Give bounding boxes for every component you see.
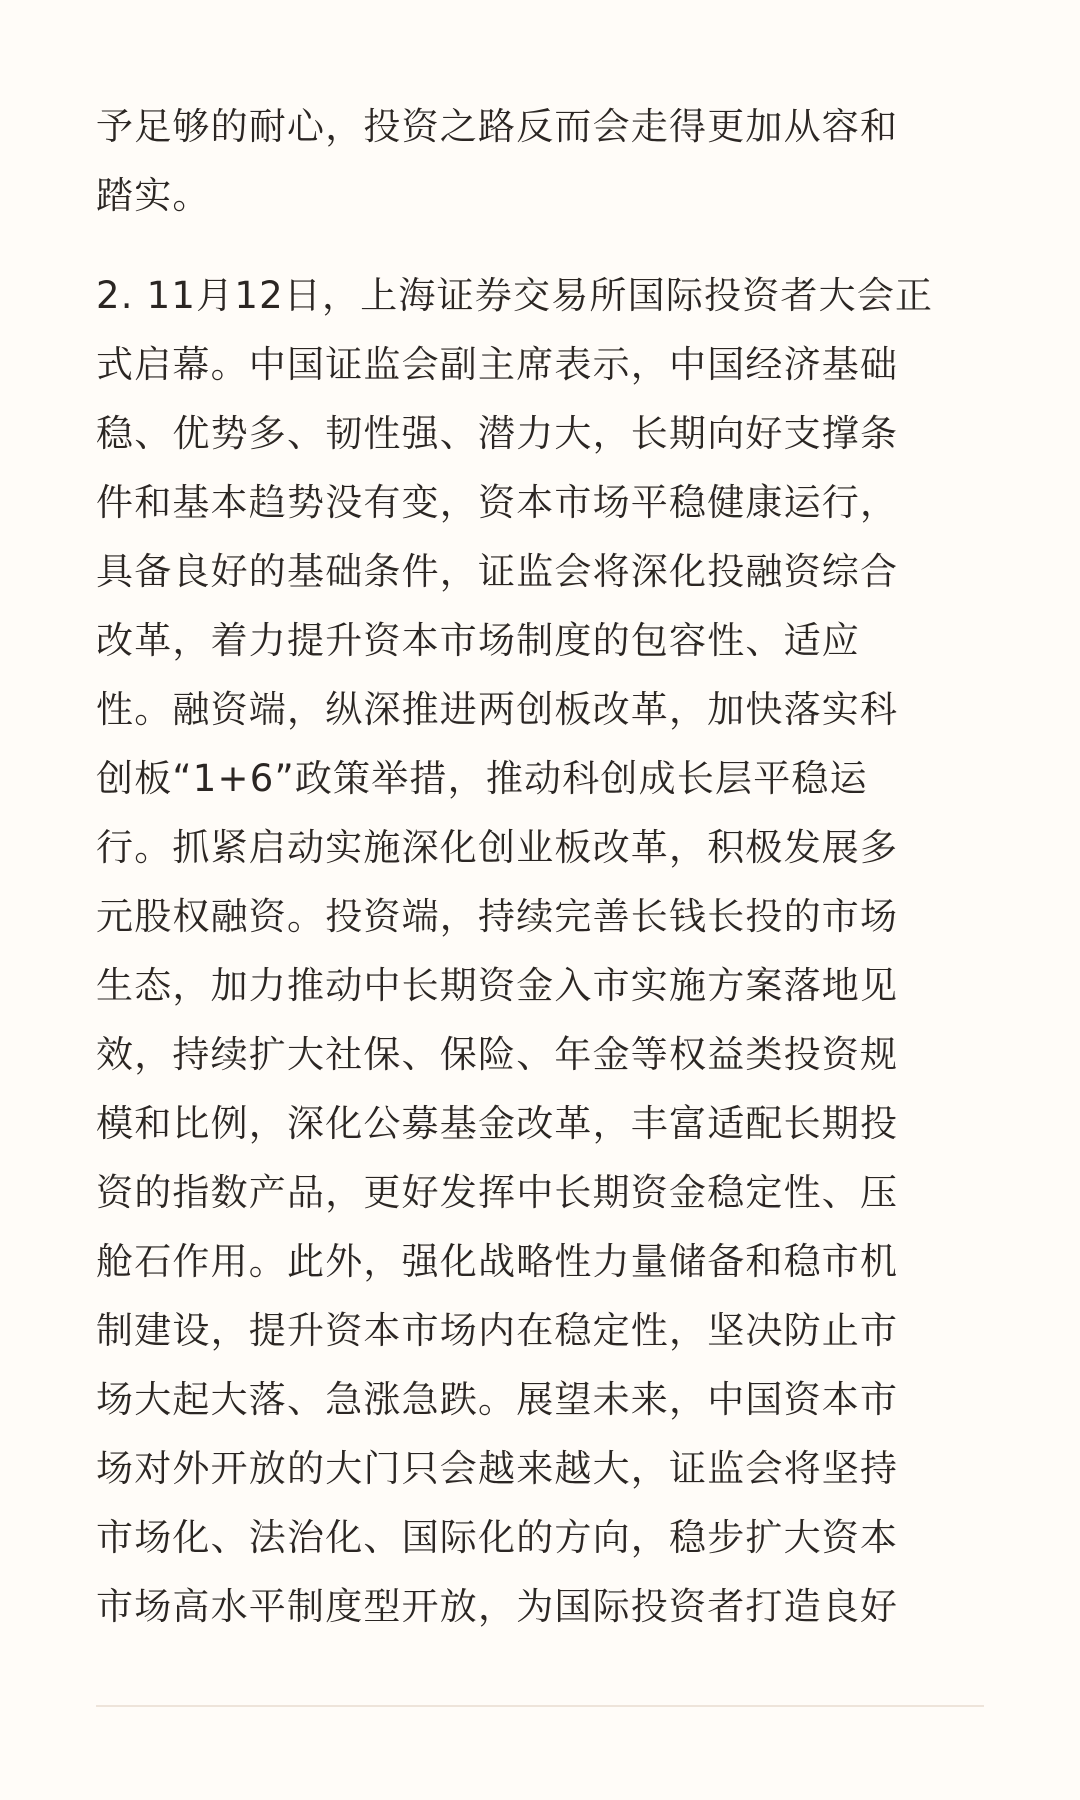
paragraph-2-line: 资的指数产品，更好发挥中长期资金稳定性、压: [96, 1171, 899, 1214]
paragraph-2-line: 场对外开放的大门只会越来越大，证监会将坚持: [96, 1447, 899, 1490]
paragraph-1-line: 予足够的耐心，投资之路反而会走得更加从容和: [96, 105, 899, 148]
paragraph-2-line: 生态，加力推动中长期资金入市实施方案落地见: [96, 964, 899, 1007]
section-divider: [96, 1705, 984, 1707]
paragraph-2-line: 元股权融资。投资端，持续完善长钱长投的市场: [96, 895, 899, 938]
paragraph-2-line: 件和基本趋势没有变，资本市场平稳健康运行，: [96, 481, 899, 524]
paragraph-2: [96, 261, 984, 1641]
paragraph-2-line: 性。融资端，纵深推进两创板改革，加快落实科: [96, 688, 899, 731]
paragraph-2-line: 行。抓紧启动实施深化创业板改革，积极发展多: [96, 826, 899, 869]
article-content: [96, 92, 984, 1641]
paragraph-1: [96, 92, 984, 230]
paragraph-2-line: 具备良好的基础条件，证监会将深化投融资综合: [96, 550, 899, 593]
paragraph-2-line: 2. 11月12日，上海证券交易所国际投资者大会正: [96, 274, 934, 317]
paragraph-2-line: 制建设，提升资本市场内在稳定性，坚决防止市: [96, 1309, 899, 1352]
paragraph-2-line: 场大起大落、急涨急跌。展望未来，中国资本市: [96, 1378, 899, 1421]
paragraph-2-line: 改革，着力提升资本市场制度的包容性、适应: [96, 619, 860, 662]
paragraph-2-line: 模和比例，深化公募基金改革，丰富适配长期投: [96, 1102, 899, 1145]
paragraph-2-line: 稳、优势多、韧性强、潜力大，长期向好支撑条: [96, 412, 899, 455]
paragraph-2-line: 效，持续扩大社保、保险、年金等权益类投资规: [96, 1033, 899, 1076]
paragraph-2-line: 创板“1+6”政策举措，推动科创成长层平稳运: [96, 757, 868, 800]
paragraph-2-line: 式启幕。中国证监会副主席表示，中国经济基础: [96, 343, 899, 386]
paragraph-2-line: 舱石作用。此外，强化战略性力量储备和稳市机: [96, 1240, 899, 1283]
paragraph-2-line: 市场高水平制度型开放，为国际投资者打造良好: [96, 1585, 899, 1628]
paragraph-2-line: 市场化、法治化、国际化的方向，稳步扩大资本: [96, 1516, 899, 1559]
paragraph-1-line: 踏实。: [96, 174, 211, 217]
